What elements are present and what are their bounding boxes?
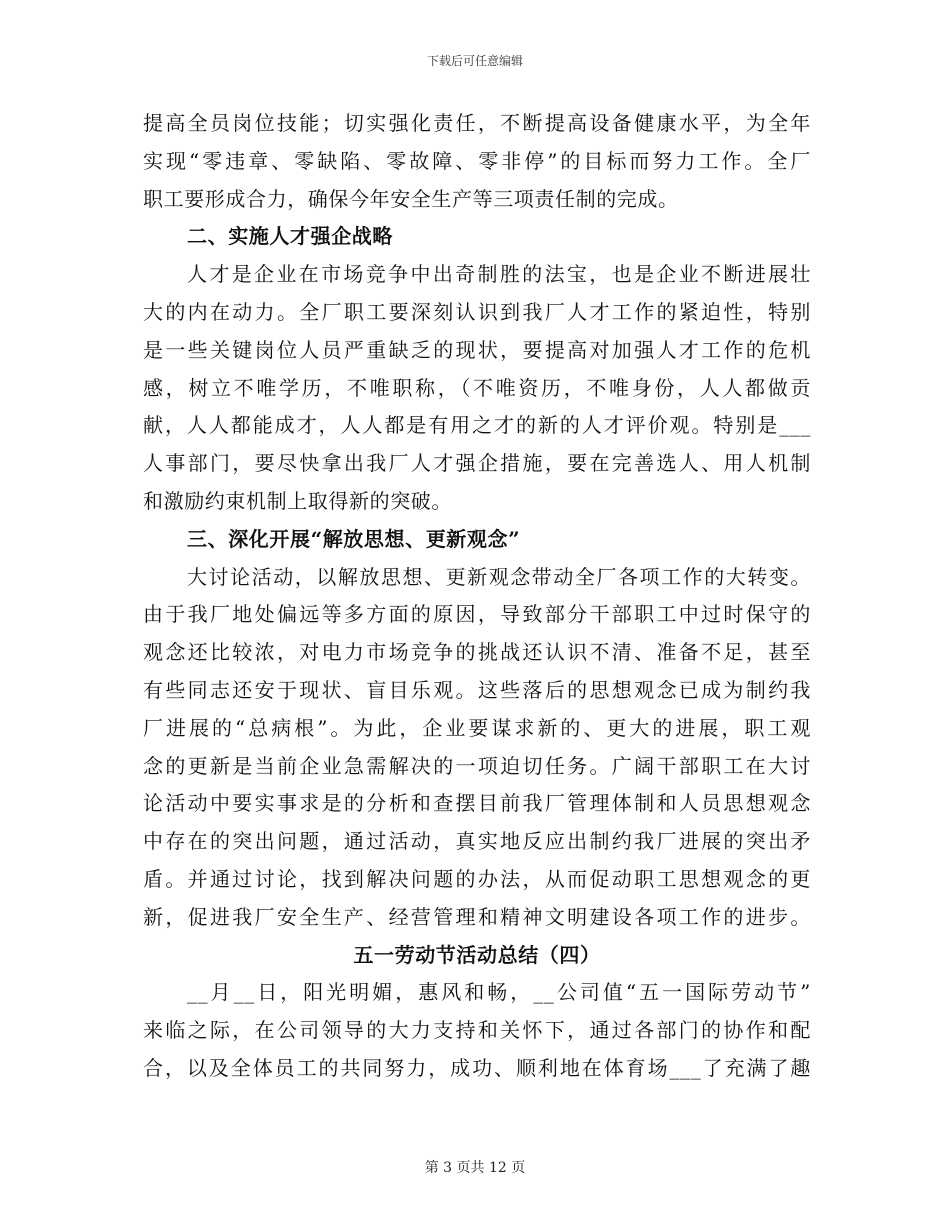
paragraph-line: 合，以及全体员工的共同努力，成功、顺利地在体育场___了充满了趣: [143, 1055, 811, 1080]
paragraph-line: 有些同志还安于现状、盲目乐观。这些落后的思想观念已成为制约我: [143, 677, 811, 702]
paragraph-line: 人事部门，要尽快拿出我厂人才强企措施，要在完善选人、用人机制: [143, 451, 811, 476]
paragraph-line: 中存在的突出问题，通过活动，真实地反应出制约我厂进展的突出矛: [143, 829, 811, 854]
section-heading: 二、实施人才强企战略: [187, 224, 393, 249]
paragraph-line: 新，促进我厂安全生产、经营管理和精神文明建设各项工作的进步。: [143, 904, 811, 929]
paragraph-line: __月__日，阳光明媚，惠风和畅，__公司值“五一国际劳动节”: [187, 980, 811, 1005]
paragraph-line: 大的内在动力。全厂职工要深刻认识到我厂人才工作的紧迫性，特别: [143, 299, 811, 324]
paragraph-line: 实现“零违章、零缺陷、零故障、零非停”的目标而努力工作。全厂: [143, 148, 811, 173]
paragraph-line: 盾。并通过讨论，找到解决问题的办法，从而促动职工思想观念的更: [143, 866, 811, 891]
paragraph-line: 人才是企业在市场竞争中出奇制胜的法宝，也是企业不断进展壮: [187, 262, 811, 287]
paragraph-line: 念的更新是当前企业急需解决的一项迫切任务。广阔干部职工在大讨: [143, 753, 811, 778]
paragraph-line: 感，树立不唯学历，不唯职称，（不唯资历，不唯身份，人人都做贡: [143, 375, 811, 400]
page-number: 第 3 页共 12 页: [424, 1160, 526, 1176]
paragraph-line: 大讨论活动，以解放思想、更新观念带动全厂各项工作的大转变。: [187, 564, 811, 589]
page-header: 下载后可任意编辑: [426, 54, 523, 68]
section-heading: 三、深化开展“解放思想、更新观念”: [187, 526, 521, 551]
paragraph-line: 职工要形成合力，确保今年安全生产等三项责任制的完成。: [143, 186, 679, 211]
paragraph-line: 献，人人都能成才，人人都是有用之才的新的人才评价观。特别是___: [143, 413, 811, 438]
paragraph-line: 和激励约束机制上取得新的突破。: [143, 488, 452, 513]
paragraph-line: 由于我厂地处偏远等多方面的原因，导致部分干部职工中过时保守的: [143, 602, 811, 627]
paragraph-line: 提高全员岗位技能；切实强化责任，不断提高设备健康水平，为全年: [143, 111, 811, 135]
paragraph-line: 论活动中要实事求是的分析和查摆目前我厂管理体制和人员思想观念: [143, 791, 811, 816]
document-title: 五一劳动节活动总结（四）: [353, 942, 601, 967]
paragraph-line: 厂进展的“总病根”。为此，企业要谋求新的、更大的进展，职工观: [143, 715, 811, 740]
paragraph-line: 观念还比较浓，对电力市场竞争的挑战还认识不清、准备不足，甚至: [143, 640, 811, 665]
document-body: [143, 105, 811, 1088]
paragraph-line: 来临之际，在公司领导的大力支持和关怀下，通过各部门的协作和配: [143, 1018, 811, 1043]
paragraph-line: 是一些关键岗位人员严重缺乏的现状，要提高对加强人才工作的危机: [143, 337, 811, 362]
